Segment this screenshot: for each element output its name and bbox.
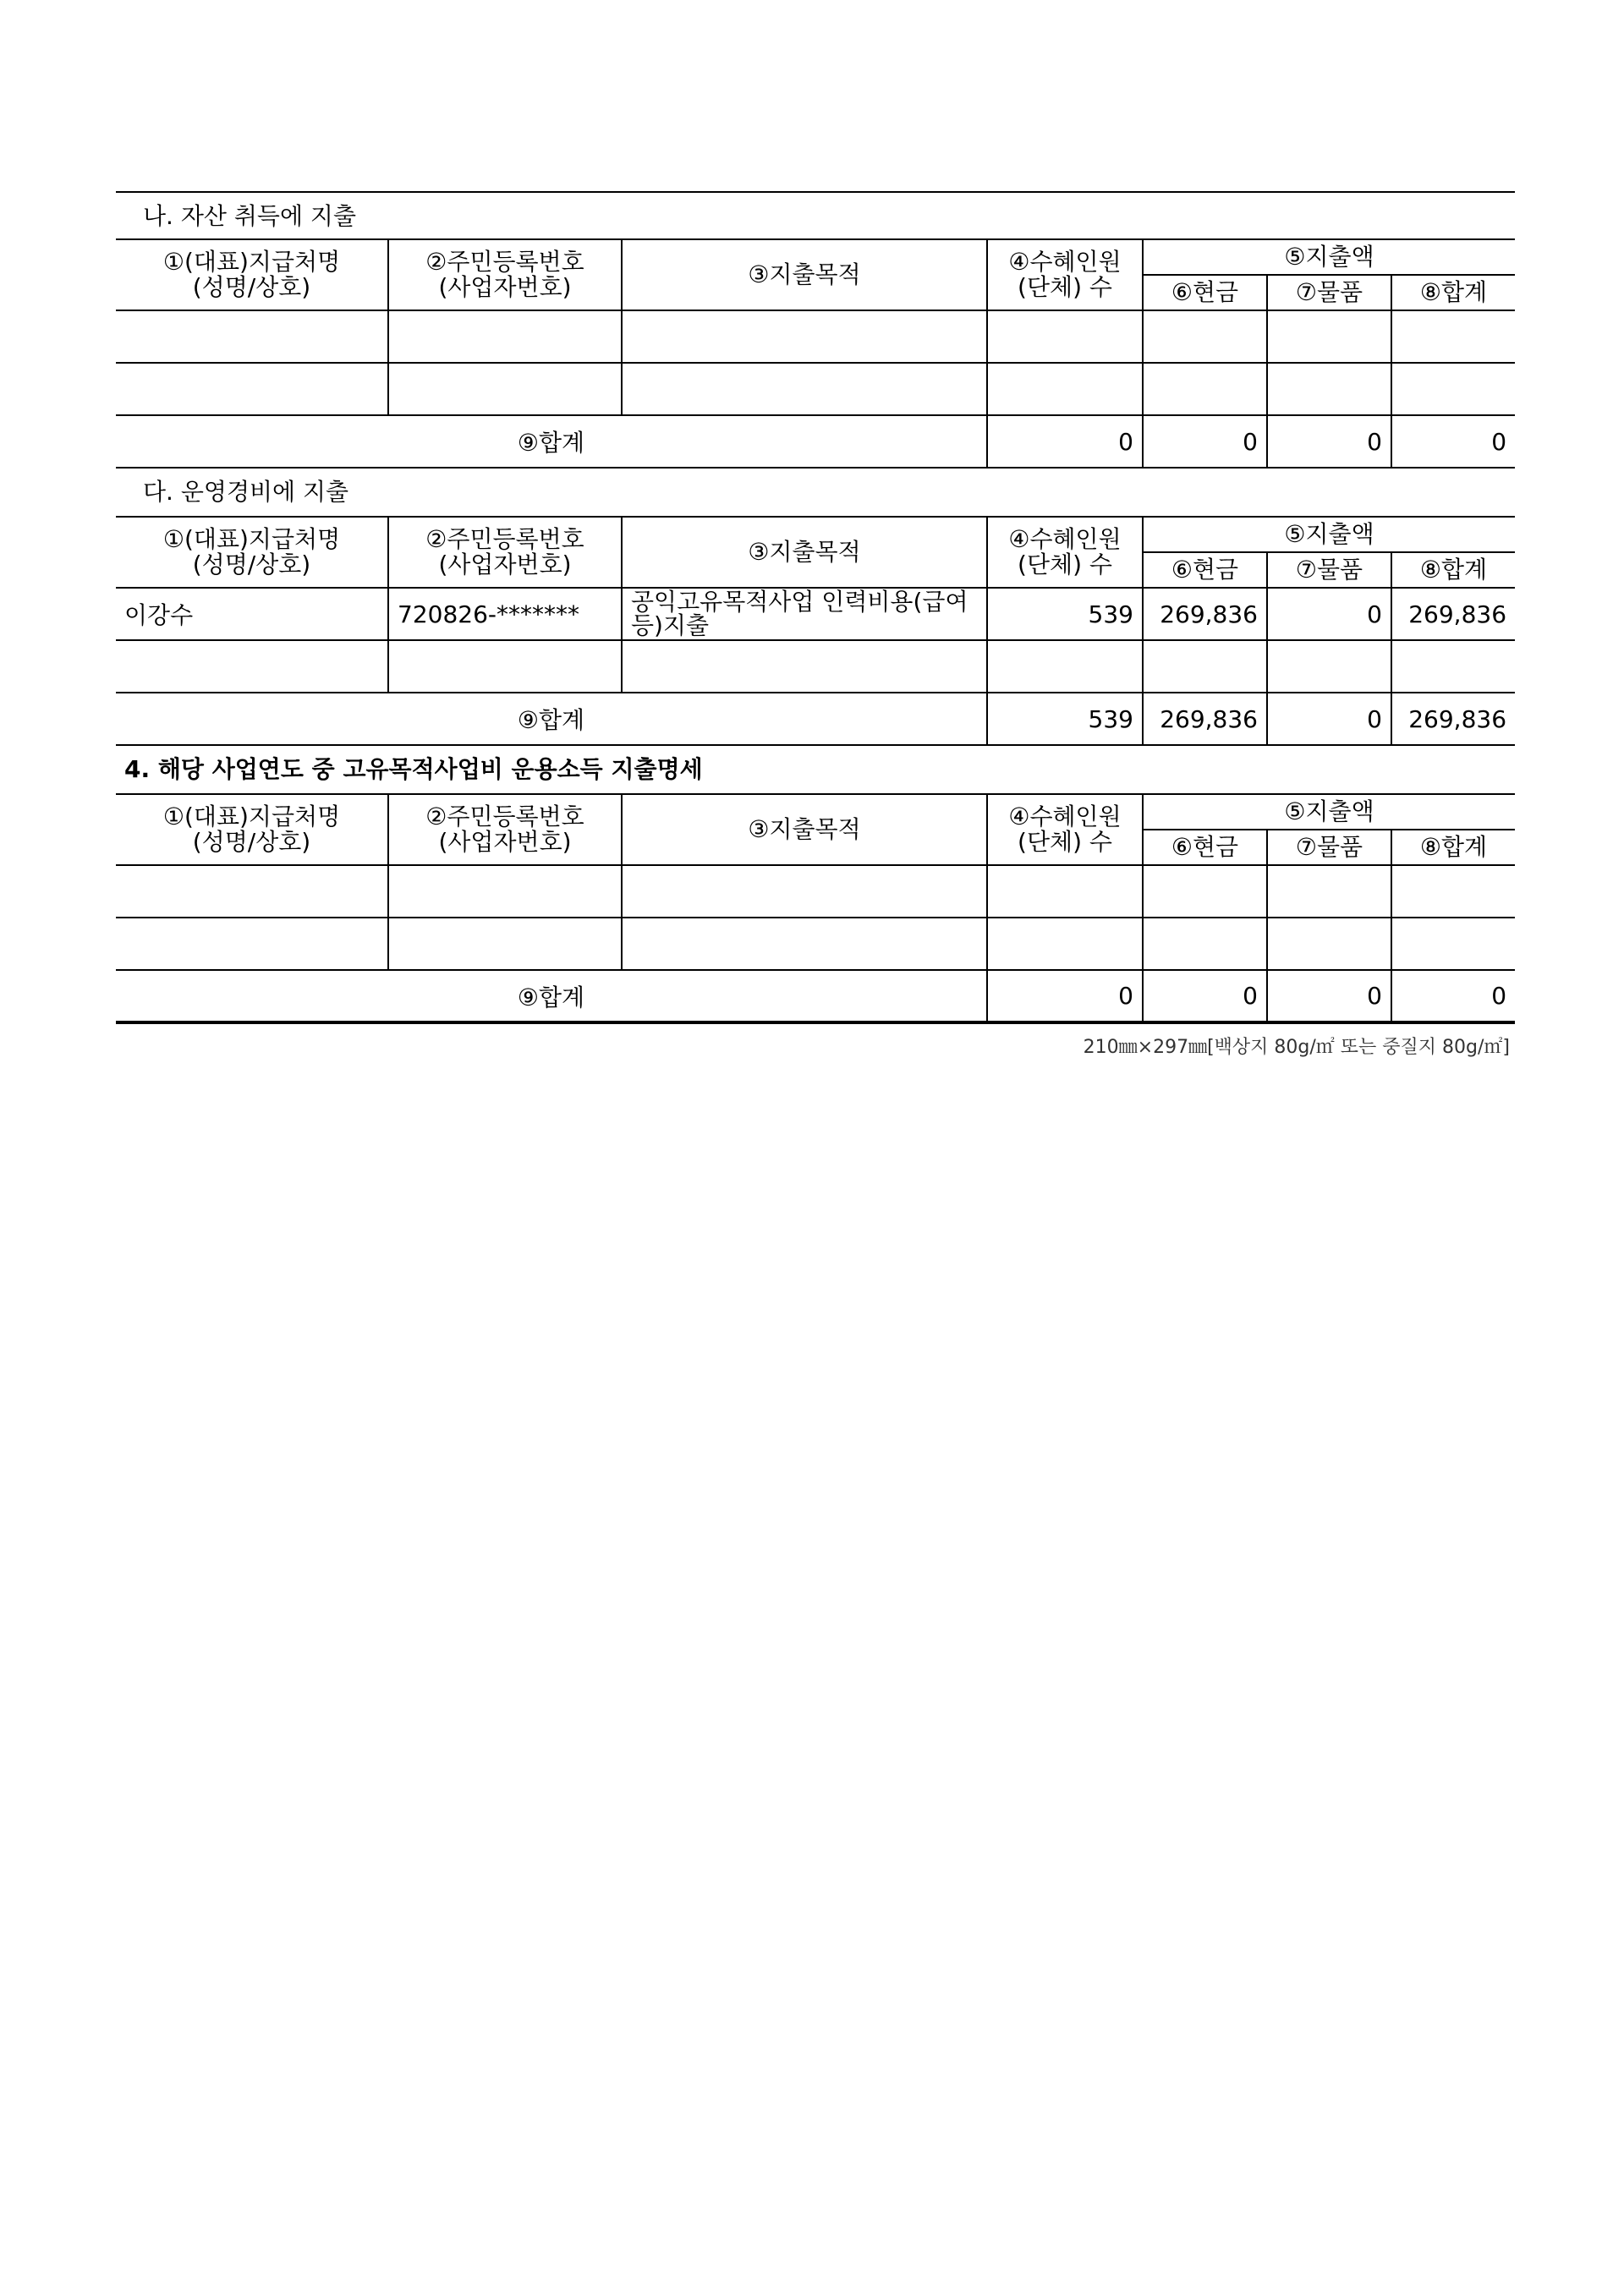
- section-title-operating-expenses: 다. 운영경비에 지출: [143, 478, 349, 506]
- total-sum: 269,836: [1391, 693, 1515, 745]
- table-row: [116, 865, 1515, 918]
- header-payee: ①(대표)지급처명 (성명/상호): [116, 239, 388, 310]
- total-label: ⑨합계: [116, 693, 987, 745]
- total-count: 0: [987, 970, 1143, 1022]
- total-row: [116, 693, 1515, 745]
- header-payee: ①(대표)지급처명 (성명/상호): [116, 794, 388, 865]
- operating-expenses-table: [116, 516, 1515, 746]
- table-row: [116, 363, 1515, 415]
- header-expenditure: ⑤지출액: [1143, 517, 1515, 552]
- table-row: [116, 918, 1515, 970]
- total-goods: 0: [1267, 970, 1391, 1022]
- sum-amount: 269,836: [1391, 588, 1515, 640]
- payee-name: 이강수: [116, 588, 388, 640]
- header-purpose: ③지출목적: [622, 517, 987, 588]
- goods-amount: 0: [1267, 588, 1391, 640]
- table-row: [116, 588, 1515, 640]
- cash-amount: 269,836: [1143, 588, 1267, 640]
- header-goods: ⑦물품: [1267, 552, 1391, 588]
- header-beneficiaries: ④수혜인원 (단체) 수: [987, 239, 1143, 310]
- header-sum: ⑧합계: [1391, 830, 1515, 865]
- table-row: [116, 310, 1515, 363]
- header-beneficiaries: ④수혜인원 (단체) 수: [987, 794, 1143, 865]
- header-goods: ⑦물품: [1267, 830, 1391, 865]
- header-sum: ⑧합계: [1391, 275, 1515, 310]
- header-beneficiaries: ④수혜인원 (단체) 수: [987, 517, 1143, 588]
- table-row: [116, 640, 1515, 693]
- header-goods: ⑦물품: [1267, 275, 1391, 310]
- header-cash: ⑥현금: [1143, 830, 1267, 865]
- total-count: 0: [987, 415, 1143, 468]
- total-cash: 269,836: [1143, 693, 1267, 745]
- header-cash: ⑥현금: [1143, 275, 1267, 310]
- total-goods: 0: [1267, 415, 1391, 468]
- header-expenditure: ⑤지출액: [1143, 239, 1515, 275]
- total-cash: 0: [1143, 970, 1267, 1022]
- header-purpose: ③지출목적: [622, 239, 987, 310]
- header-reg-number: ②주민등록번호 (사업자번호): [388, 239, 622, 310]
- header-cash: ⑥현금: [1143, 552, 1267, 588]
- header-purpose: ③지출목적: [622, 794, 987, 865]
- total-cash: 0: [1143, 415, 1267, 468]
- header-payee: ①(대표)지급처명 (성명/상호): [116, 517, 388, 588]
- total-goods: 0: [1267, 693, 1391, 745]
- income-expenditure-table: [116, 793, 1515, 1024]
- document-page: [116, 191, 1515, 1059]
- header-reg-number: ②주민등록번호 (사업자번호): [388, 517, 622, 588]
- purpose: 공익고유목적사업 인력비용(급여 등)지출: [622, 588, 987, 640]
- header-sum: ⑧합계: [1391, 552, 1515, 588]
- beneficiary-count: 539: [987, 588, 1143, 640]
- section-title-asset-acquisition: 나. 자산 취득에 지출: [116, 191, 1515, 238]
- total-label: ⑨합계: [116, 415, 987, 468]
- reg-number: 720826-*******: [388, 588, 622, 640]
- paper-spec-footnote: 210㎜×297㎜[백상지 80g/㎡ 또는 중질지 80g/㎡]: [1083, 1037, 1510, 1058]
- header-reg-number: ②주민등록번호 (사업자번호): [388, 794, 622, 865]
- total-sum: 0: [1391, 415, 1515, 468]
- total-label: ⑨합계: [116, 970, 987, 1022]
- total-sum: 0: [1391, 970, 1515, 1022]
- total-row: [116, 970, 1515, 1022]
- section-title-income-expenditure: 4. 해당 사업연도 중 고유목적사업비 운용소득 지출명세: [124, 755, 703, 783]
- asset-acquisition-table: [116, 238, 1515, 469]
- total-count: 539: [987, 693, 1143, 745]
- total-row: [116, 415, 1515, 468]
- header-expenditure: ⑤지출액: [1143, 794, 1515, 830]
